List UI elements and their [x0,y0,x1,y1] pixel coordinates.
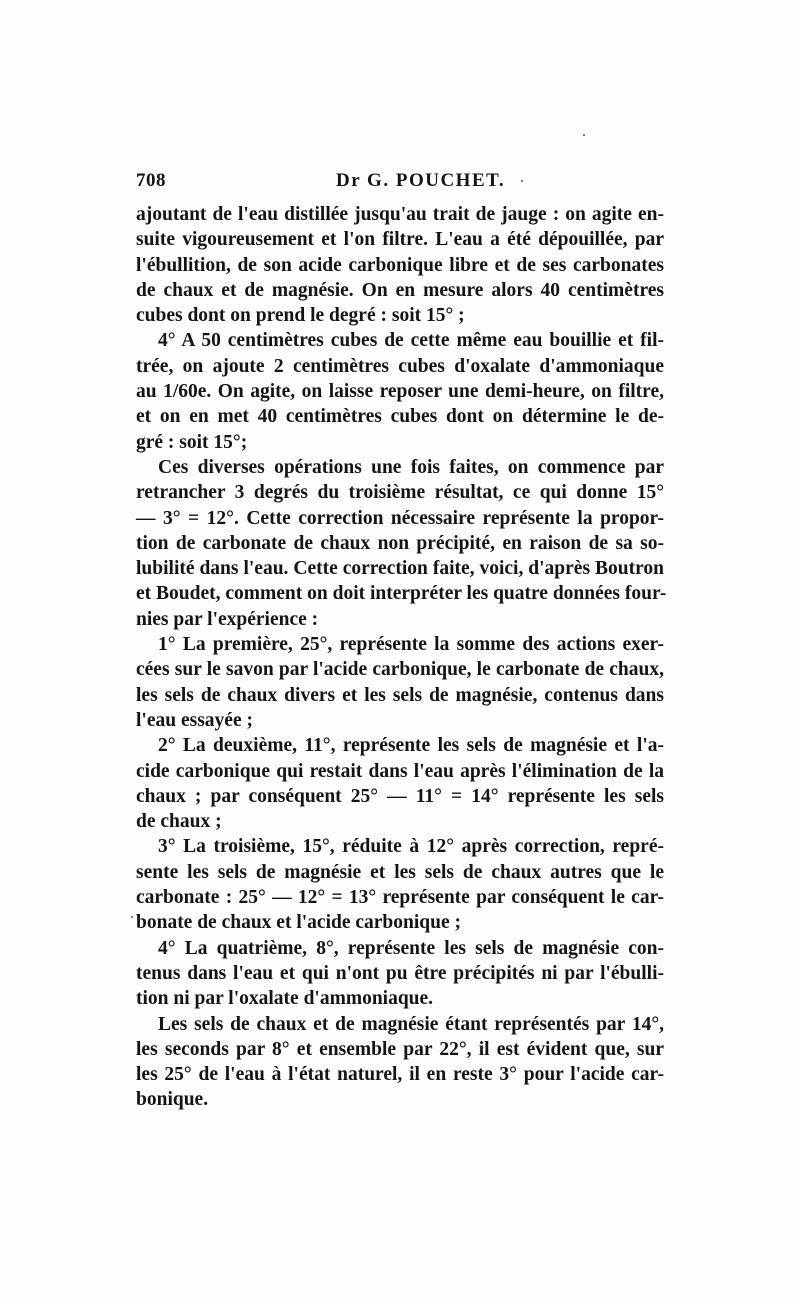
text-line: et on en met 40 centimètres cubes dont on détermine le de- [136,406,664,428]
text-line: 2° La deuxième, 11°, représente les sels de magnésie et l'a- [158,735,664,757]
text-line: 3° La troisième, 15°, réduite à 12° après correction, repré- [158,836,664,858]
text-line: nies par l'expérience : [136,608,319,630]
text-line: les 25° de l'eau à l'état naturel, il en reste 3° pour l'acide car- [136,1064,664,1086]
running-title: Dr G. POUCHET. [336,170,506,191]
text-line: sente les sels de magnésie et les sels de chaux autres que le [136,861,664,883]
text-line: et Boudet, comment on doit interpréter les quatre données four- [136,583,667,605]
paragraph [136,834,664,935]
text-line: cées sur le savon par l'acide carbonique, le carbonate de chaux, [136,659,664,681]
print-speck [583,134,585,136]
text-line: 4° A 50 centimètres cubes de cette même eau bouillie et fil- [158,330,664,352]
paragraph [136,455,667,632]
text-line: Les sels de chaux et de magnésie étant représentés par 14°, [158,1013,664,1035]
paragraph [136,328,664,454]
text-line: 4° La quatrième, 8°, représente les sels de magnésie con- [158,937,664,959]
text-line: retrancher 3 degrés du troisième résultat, ce qui donne 15° [136,482,664,504]
text-line: carbonate : 25° — 12° = 13° représente par conséquent le car- [136,887,664,909]
text-line: ajoutant de l'eau distillée jusqu'au trait de jauge : on agite en- [136,204,664,225]
text-line: bonique. [136,1089,209,1111]
print-speck [131,916,133,918]
text-line: l'ébullition, de son acide carbonique libre et de ses carbonates [136,254,664,276]
text-line: — 3° = 12°. Cette correction nécessaire représente la propor- [136,507,664,529]
text-line: les sels de chaux divers et les sels de magnésie, contenus dans [136,684,664,706]
paragraph [136,733,664,834]
text-line: lubilité dans l'eau. Cette correction faite, voici, d'après Boutron [136,558,664,580]
paragraph [136,1012,664,1113]
text-line: cide carbonique qui restait dans l'eau après l'élimination de la [136,760,664,782]
text-line: chaux ; par conséquent 25° — 11° = 14° représente les sels [136,785,664,807]
text-line: tion de carbonate de chaux non précipité, en raison de sa so- [136,532,664,554]
paragraph [136,936,664,1012]
text-line: de chaux et de magnésie. On en mesure alors 40 centimètres [136,279,664,301]
text-line: gré : soit 15°; [136,431,248,453]
running-head [136,170,664,196]
text-line: 1° La première, 25°, représente la somme des actions exer- [158,634,664,656]
text-line: de chaux ; [136,811,222,833]
body-text [136,202,667,1113]
text-line: Ces diverses opérations une fois faites, on commence par [158,456,664,478]
text-line: l'eau essayée ; [136,709,253,731]
page-number: 708 [136,170,166,191]
text-line: suite vigoureusement et l'on filtre. L'eau a été dépouillée, par [136,229,664,251]
text-line: cubes dont on prend le degré : soit 15° ; [136,305,465,327]
text-line: bonate de chaux et l'acide carbonique ; [136,912,461,934]
text-line: les seconds par 8° et ensemble par 22°, il est évident que, sur [136,1038,664,1060]
paragraph [136,202,664,328]
paragraph [136,632,664,733]
text-line: au 1/60e. On agite, on laisse reposer une demi-heure, on filtre, [136,381,664,403]
text-line: tion ni par l'oxalate d'ammoniaque. [136,988,434,1010]
text-line: trée, on ajoute 2 centimètres cubes d'oxalate d'ammoniaque [136,355,664,377]
text-line: tenus dans l'eau et qui n'ont pu être précipités ni par l'ébulli- [136,962,664,984]
